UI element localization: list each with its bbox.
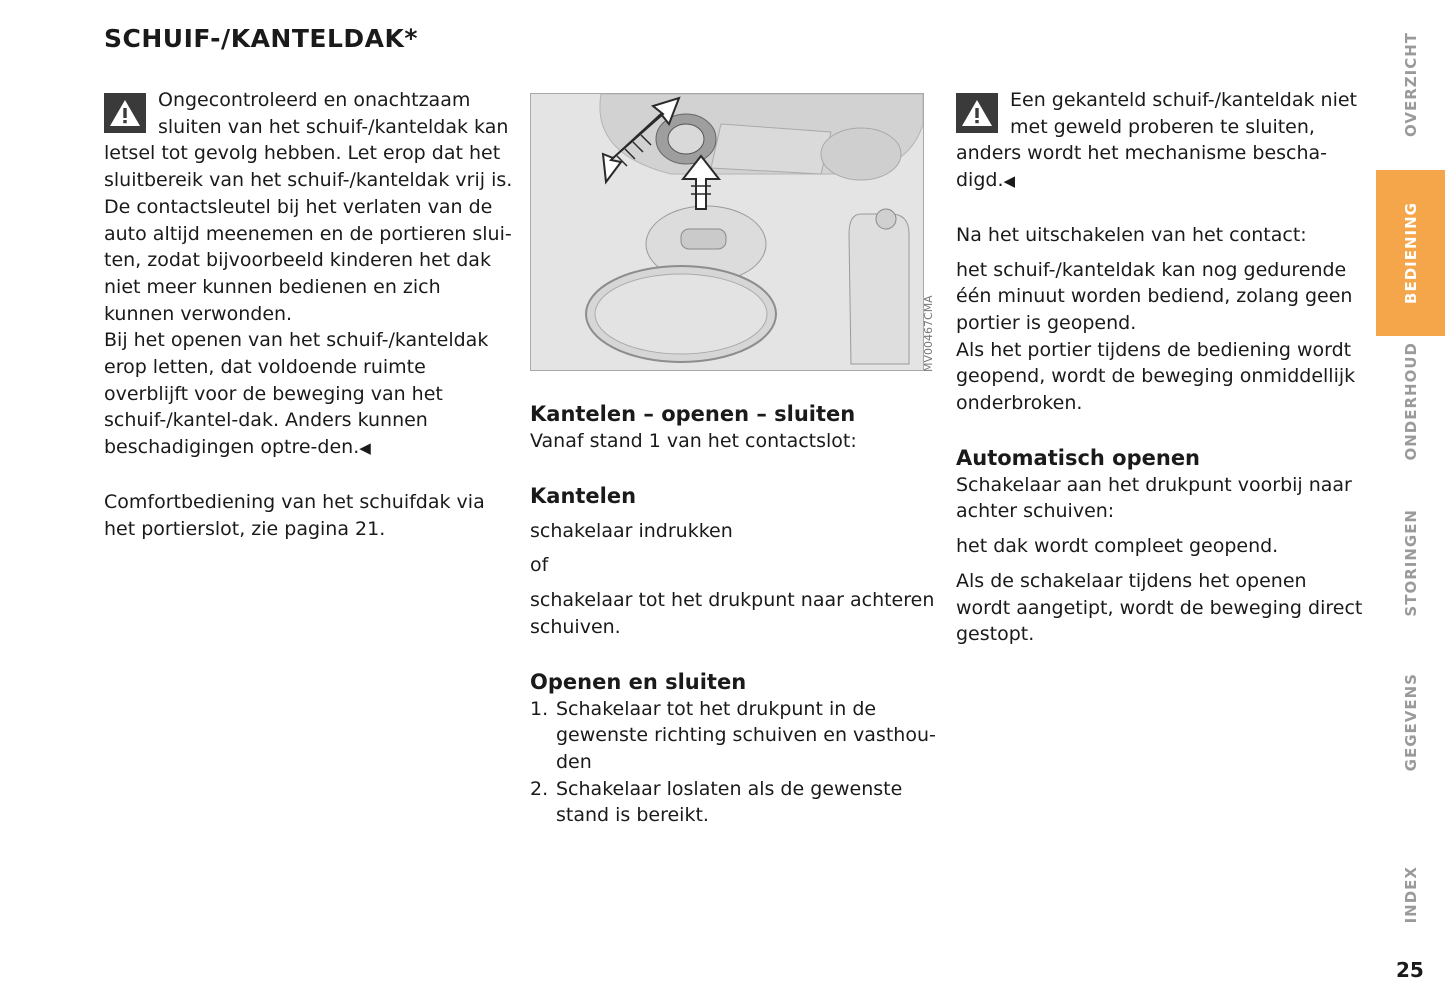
tilt-step-2: schakelaar tot het drukpunt naar achteren schuiven. (530, 589, 935, 638)
auto-open-text-2: het dak wordt compleet geopend. (956, 535, 1279, 558)
warning-text: Een gekanteld schuif-/kanteldak niet met geweld proberen te sluiten, anders wordt het mechanisme bescha-digd. (956, 89, 1357, 192)
tab-overzicht[interactable] (1376, 0, 1445, 170)
tab-label: INDEX (1401, 866, 1420, 924)
after-off-text: Na het uitschakelen van het contact: (956, 223, 1307, 246)
end-mark: ◀ (359, 439, 371, 458)
after-off-text-1: het schuif-/kanteldak kan nog gedurende één minuut worden bediend, zolang geen portier is geopend. (956, 258, 1353, 334)
chapter-sidebar (1376, 0, 1445, 998)
warning-text-2: Bij het openen van het schuif-/kanteldak erop letten, dat voldoende ruimte overblijft voor de beweging van het schuif-/kantel-dak. Anders kunnen beschadigingen optre-den. (104, 329, 489, 459)
column-left (104, 87, 514, 542)
warning-paragraph-2 (104, 327, 514, 462)
tab-index[interactable] (1376, 860, 1445, 930)
sunroof-switch-illustration (530, 93, 924, 371)
warning-text: Ongecontroleerd en onachtzaam sluiten van het schuif-/kanteldak kan letsel tot gevolg hebben. Let erop dat het sluitbereik van het schuif-/kanteldak vrij is. De contactsleutel bij het verlaten van de auto altijd meenemen en de portieren slui-ten, zodat bijvoorbeeld kinderen het dak niet meer kunnen bedienen en zich kunnen verwonden. (104, 89, 513, 325)
step-number: 2. (530, 777, 549, 800)
heading-tilt: Kantelen (530, 483, 637, 508)
tab-label: ONDERHOUD (1401, 341, 1420, 461)
tab-label: OVERZICHT (1401, 32, 1420, 138)
warning-paragraph (956, 87, 1366, 195)
warning-triangle-icon (956, 93, 998, 133)
page-title: SCHUIF-/KANTELDAK* (104, 24, 418, 53)
auto-open-text-1: Schakelaar aan het drukpunt voorbij naar achter schuiven: (956, 473, 1352, 523)
step-text: Schakelaar loslaten als de gewenste stand is bereikt. (556, 777, 903, 827)
auto-open-text-3: Als de schakelaar tijdens het openen wordt aangetipt, wordt de beweging direct gestopt. (956, 569, 1363, 646)
tilt-step-1: schakelaar indrukken (530, 519, 733, 542)
end-mark: ◀ (1003, 172, 1016, 191)
tab-bediening[interactable] (1376, 170, 1445, 336)
tab-storingen[interactable] (1376, 500, 1445, 625)
list-item (530, 776, 940, 829)
warning-paragraph (104, 87, 514, 327)
column-right (956, 87, 1366, 648)
from-position-text: Vanaf stand 1 van het contactslot: (530, 430, 857, 452)
after-off-text-2: Als het portier tijdens de bediening wordt geopend, wordt de beweging onmiddellijk onderbroken. (956, 338, 1356, 415)
list-item (530, 696, 940, 776)
tab-label: GEGEVENS (1401, 673, 1420, 772)
column-middle (530, 400, 940, 829)
tab-gegevens[interactable] (1376, 665, 1445, 780)
heading-open-close: Openen en sluiten (530, 669, 747, 694)
page-number: 25 (1396, 958, 1424, 982)
heading-tilt-open-close: Kantelen – openen – sluiten (530, 402, 856, 426)
tilt-or: of (530, 554, 549, 577)
warning-triangle-icon (104, 93, 146, 133)
tab-label: BEDIENING (1401, 202, 1420, 304)
heading-auto-open: Automatisch openen (956, 445, 1201, 470)
step-number: 1. (530, 697, 549, 720)
tab-onderhoud[interactable] (1376, 336, 1445, 466)
comfort-paragraph: Comfortbediening van het schuifdak via het portierslot, zie pagina 21. (104, 490, 485, 540)
figure-code: MV00467CMA (922, 295, 935, 372)
open-close-steps (530, 696, 940, 830)
tab-label: STORINGEN (1401, 508, 1420, 617)
step-text: Schakelaar tot het drukpunt in de gewenste richting schuiven en vasthou-den (556, 697, 936, 773)
